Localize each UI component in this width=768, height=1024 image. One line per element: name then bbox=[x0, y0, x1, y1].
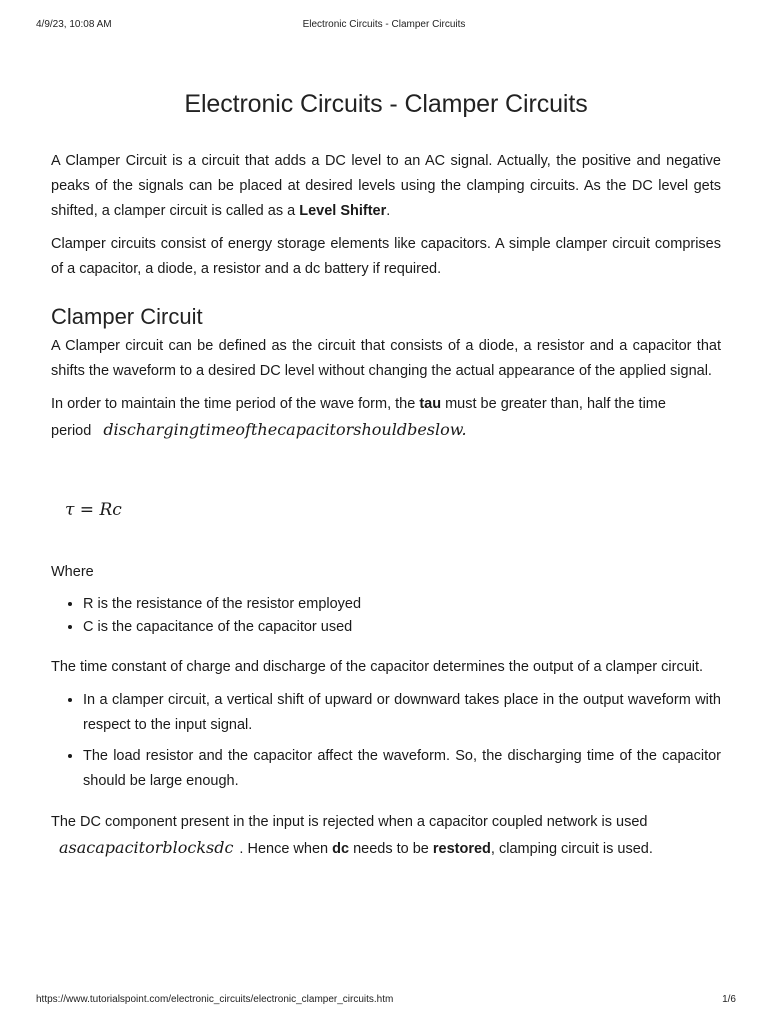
dc-text-start: The DC component present in the input is rejected when a capacitor coupled network is used bbox=[51, 814, 648, 830]
dc-text-mid2: needs to be bbox=[349, 841, 433, 857]
where-list bbox=[51, 593, 721, 639]
source-url-link[interactable]: https://www.tutorialspoint.com/electronic_circuits/electronic_clamper_circuits.htm bbox=[36, 994, 394, 1005]
level-shifter-term: Level Shifter bbox=[299, 203, 387, 219]
list-item: • C is the capacitance of the capacitor used bbox=[83, 616, 721, 639]
bullet-list bbox=[51, 688, 721, 794]
equation: τ = Rc bbox=[65, 500, 122, 520]
tau-term: tau bbox=[419, 396, 442, 412]
section-paragraph-1: A Clamper circuit can be defined as the circuit that consists of a diode, a resistor and a capacitor that shifts the waveform to a desired DC level without changing the actual appearance of the applied signal. bbox=[51, 338, 721, 379]
dc-text-end: , clamping circuit is used. bbox=[490, 841, 653, 857]
where-label: Where bbox=[51, 564, 94, 580]
tau-text-start: In order to maintain the time period of the wave form, the bbox=[51, 396, 420, 412]
inline-math: asacapacitorblocksdc bbox=[59, 838, 234, 857]
dc-text-mid: . Hence when bbox=[239, 841, 333, 857]
list-item: • In a clamper circuit, a vertical shift of upward or downward takes place in the output waveform with respect to the input signal. bbox=[83, 688, 721, 738]
tau-text-mid: must be greater than, half the time period bbox=[51, 396, 666, 439]
dc-paragraph bbox=[51, 810, 721, 862]
page-number: 1/6 bbox=[722, 994, 736, 1005]
print-datetime: 4/9/23, 10:08 AM bbox=[36, 19, 112, 30]
page-title: Electronic Circuits - Clamper Circuits bbox=[184, 90, 588, 118]
section-paragraph-2 bbox=[51, 392, 721, 444]
list-item: • R is the resistance of the resistor employed bbox=[83, 593, 721, 616]
dc-term: dc bbox=[332, 841, 350, 857]
section-heading: Clamper Circuit bbox=[51, 304, 203, 329]
restored-term: restored bbox=[432, 841, 491, 857]
intro-paragraph-2: Clamper circuits consist of energy storage elements like capacitors. A simple clamper circuit comprises of a capacitor, a diode, a resistor and a dc battery if required. bbox=[51, 236, 721, 277]
list-item: • The load resistor and the capacitor affect the waveform. So, the discharging time of the capacitor should be large enough. bbox=[83, 744, 721, 794]
article-content bbox=[51, 90, 721, 870]
inline-math: dischargingtimeofthecapacitorshouldbeslow. bbox=[103, 420, 467, 439]
intro-paragraph-1 bbox=[51, 149, 721, 224]
intro-text: A Clamper Circuit is a circuit that adds a DC level to an AC signal. Actually, the positive and negative peaks of the signals can be placed at desired levels using the clamping circuits. As the DC level gets shifted, a clamper circuit is called as a bbox=[51, 153, 721, 219]
time-constant-paragraph: The time constant of charge and discharge of the capacitor determines the output of a clamper circuit. bbox=[51, 659, 704, 675]
intro-end: . bbox=[386, 203, 391, 219]
print-header-title: Electronic Circuits - Clamper Circuits bbox=[302, 19, 466, 30]
